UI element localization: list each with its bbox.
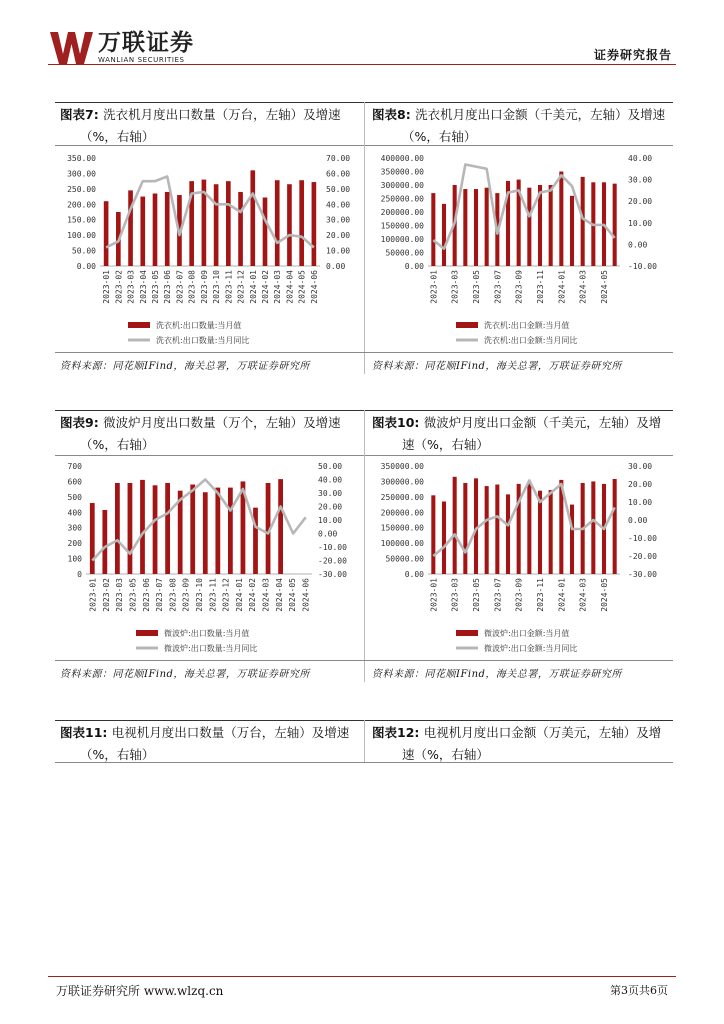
right-axis-tick-label: 20.00 [326, 231, 351, 241]
bar-2023-07 [165, 483, 170, 574]
x-axis-tick-label: 2024-05 [297, 270, 307, 304]
legend-bar-swatch [128, 322, 150, 328]
left-axis-tick-label: 100 [67, 554, 82, 564]
x-axis-tick-label: 2024-03 [261, 578, 271, 612]
bar-2024-02 [570, 196, 574, 266]
left-axis-tick-label: 400000.00 [380, 154, 424, 163]
figure-7-chart [60, 150, 360, 350]
x-axis-tick-label: 2024-04 [274, 578, 284, 612]
bar-2023-06 [165, 192, 170, 266]
figure-8-number: 图表8: [372, 107, 411, 122]
figure-8-source: 资料来源：同花顺IFind，海关总署，万联证券研究所 [372, 361, 622, 372]
left-axis-tick-label: 600 [67, 477, 82, 487]
right-axis-tick-label: 40.00 [318, 475, 343, 485]
bar-2024-03 [581, 177, 585, 266]
x-axis-tick-label: 2023-05 [472, 270, 481, 304]
left-axis-tick-label: 50.00 [71, 246, 96, 256]
left-axis-tick-label: 100000.00 [380, 235, 424, 244]
left-axis-tick-label: 0 [77, 570, 82, 579]
x-axis-tick-label: 2024-01 [557, 270, 567, 304]
logo-chinese-name: 万联证券 [98, 30, 194, 56]
figure-7-source: 资料来源：同花顺IFind，海关总署，万联证券研究所 [60, 361, 310, 372]
left-axis-tick-label: 50000.00 [385, 248, 424, 258]
x-axis-tick-label: 2023-11 [224, 270, 234, 304]
bar-2023-10 [527, 188, 531, 266]
figure-10-number: 图表10: [372, 415, 420, 430]
right-axis-tick-label: 50.00 [318, 462, 343, 471]
bar-2023-01 [90, 503, 95, 574]
right-axis-tick-label: 0.00 [628, 240, 648, 250]
bar-2023-06 [485, 486, 489, 574]
bar-2023-09 [190, 485, 195, 574]
right-axis-tick-label: -10.00 [628, 534, 657, 543]
right-axis-tick-label: -20.00 [628, 552, 657, 561]
legend-bar-swatch [136, 630, 158, 636]
right-axis-tick-label: -30.00 [318, 570, 347, 579]
legend-bar-label: 微波炉:出口金额:当月值 [484, 629, 570, 638]
right-axis-tick-label: 0.00 [326, 262, 346, 271]
x-axis-tick-label: 2023-07 [493, 270, 503, 304]
x-axis-tick-label: 2024-01 [234, 578, 244, 612]
bar-2023-01 [431, 495, 435, 574]
yoy-line [433, 480, 614, 556]
left-axis-tick-label: 0.00 [76, 262, 96, 271]
figure-9-title-text: 微波炉月度出口数量（万个，左轴）及增速 [103, 415, 341, 430]
bar-2023-08 [506, 494, 510, 574]
legend-line-label: 洗衣机:出口金额:当月同比 [484, 336, 578, 345]
left-axis-tick-label: 350000.00 [380, 167, 424, 177]
bar-2023-10 [214, 184, 219, 266]
x-axis-tick-label: 2023-09 [514, 270, 524, 304]
x-axis-tick-label: 2024-06 [301, 578, 311, 612]
figure-9-source: 资料来源：同花顺IFind，海关总署，万联证券研究所 [60, 669, 310, 680]
right-axis-tick-label: 0.00 [628, 516, 648, 525]
legend-bar-swatch [456, 630, 478, 636]
figure-10-title-text: 微波炉月度出口金额（千美元，左轴）及增 [423, 415, 662, 430]
left-axis-tick-label: 100000.00 [380, 539, 424, 549]
left-axis-tick-label: 700 [67, 462, 82, 471]
figure-11-number: 图表11: [60, 725, 108, 740]
figure-row-1-source-rule [55, 352, 673, 353]
right-axis-tick-label: -30.00 [628, 570, 657, 579]
right-axis-tick-label: 20.00 [628, 480, 653, 489]
x-axis-tick-label: 2023-11 [536, 578, 545, 612]
legend-line-label: 洗衣机:出口数量:当月同比 [156, 336, 250, 345]
left-axis-tick-label: 100.00 [67, 231, 96, 241]
x-axis-tick-label: 2024-03 [273, 270, 283, 304]
bar-2023-06 [153, 485, 158, 574]
bar-2024-05 [299, 180, 304, 266]
figure-row-1-separator [364, 102, 365, 374]
x-axis-tick-label: 2023-01 [429, 270, 439, 304]
figure-8-title-line2: （%，右轴） [402, 129, 477, 144]
bar-2023-04 [463, 189, 467, 266]
bar-2023-10 [203, 492, 208, 574]
left-axis-tick-label: 150000.00 [380, 221, 424, 231]
x-axis-tick-label: 2023-10 [212, 270, 222, 304]
x-axis-tick-label: 2024-03 [578, 578, 588, 612]
figure-12-number: 图表12: [372, 725, 420, 740]
logo-english-name: WANLIAN SECURITIES [98, 56, 185, 64]
legend-line-label: 微波炉:出口数量:当月同比 [164, 644, 258, 653]
x-axis-tick-label: 2024-01 [248, 270, 258, 304]
x-axis-tick-label: 2023-07 [155, 578, 165, 612]
bar-2024-04 [591, 481, 595, 574]
left-axis-tick-label: 0.00 [404, 570, 424, 579]
x-axis-tick-label: 2024-02 [248, 578, 258, 612]
bar-2024-03 [275, 180, 280, 266]
figure-11-title [60, 722, 360, 766]
right-axis-tick-label: -20.00 [318, 556, 347, 566]
x-axis-tick-label: 2024-05 [600, 578, 609, 612]
figure-9-title-line2: （%，右轴） [80, 437, 155, 452]
figure-8-chart [372, 150, 672, 350]
figure-10-source: 资料来源：同花顺IFind，海关总署，万联证券研究所 [372, 669, 622, 680]
x-axis-tick-label: 2023-01 [429, 578, 439, 612]
x-axis-tick-label: 2024-02 [261, 270, 270, 304]
figure-12-title-line2: 速（%，右轴） [402, 747, 489, 762]
right-axis-tick-label: 30.00 [628, 462, 653, 471]
figure-7-number: 图表7: [60, 107, 99, 122]
right-axis-tick-label: 30.00 [318, 489, 343, 498]
figure-row-3-separator [364, 720, 365, 762]
bar-2023-12 [238, 192, 243, 266]
figure-10-title [372, 412, 677, 456]
x-axis-tick-label: 2023-04 [138, 270, 148, 304]
bar-2023-04 [140, 197, 145, 266]
x-axis-tick-label: 2023-09 [514, 578, 524, 612]
x-axis-tick-label: 2023-09 [199, 270, 209, 304]
x-axis-tick-label: 2023-10 [195, 578, 204, 612]
bar-2024-06 [613, 479, 617, 574]
figure-row-2-separator [364, 410, 365, 682]
x-axis-tick-label: 2023-03 [450, 578, 460, 612]
x-axis-tick-label: 2024-05 [288, 578, 298, 612]
yoy-line [92, 480, 305, 561]
right-axis-tick-label: 40.00 [628, 154, 653, 163]
figure-12-title-text: 电视机月度出口金额（万美元，左轴）及增 [423, 725, 662, 740]
x-axis-tick-label: 2024-01 [557, 578, 567, 612]
figure-7-title-text: 洗衣机月度出口数量（万台，左轴）及增速 [103, 107, 341, 122]
x-axis-tick-label: 2024-05 [600, 270, 609, 304]
right-axis-tick-label: 20.00 [318, 502, 343, 512]
brand-logo [48, 30, 198, 66]
c10-svg [372, 458, 672, 658]
x-axis-tick-label: 2023-07 [493, 578, 503, 612]
bar-2023-12 [228, 488, 233, 574]
figure-8-title-text: 洗衣机月度出口金额（千美元，左轴）及增速 [415, 107, 666, 122]
x-axis-tick-label: 2023-05 [472, 578, 481, 612]
left-axis-tick-label: 200000.00 [380, 208, 424, 217]
x-axis-tick-label: 2023-03 [450, 270, 460, 304]
right-axis-tick-label: 60.00 [326, 169, 351, 179]
bar-2023-02 [442, 204, 446, 266]
bar-2023-04 [463, 483, 467, 574]
bar-2024-02 [570, 505, 574, 574]
x-axis-tick-label: 2023-06 [141, 578, 151, 612]
left-axis-tick-label: 50000.00 [385, 554, 424, 564]
left-axis-tick-label: 300 [67, 523, 82, 533]
bar-2023-11 [215, 488, 220, 574]
bar-2024-04 [278, 479, 283, 574]
bar-2023-11 [226, 181, 231, 266]
bar-2023-02 [102, 510, 107, 574]
bar-2023-03 [128, 190, 133, 266]
left-axis-tick-label: 300.00 [67, 169, 96, 179]
x-axis-tick-label: 2024-06 [309, 270, 319, 304]
x-axis-tick-label: 2023-08 [187, 270, 197, 304]
x-axis-tick-label: 2023-03 [126, 270, 136, 304]
bar-2024-01 [250, 170, 255, 266]
x-axis-tick-label: 2023-06 [163, 270, 173, 304]
left-axis-tick-label: 200.00 [67, 200, 96, 210]
c8-svg [372, 150, 672, 350]
right-axis-tick-label: 0.00 [318, 529, 338, 539]
figure-11-title-line2: （%，右轴） [80, 747, 155, 762]
c9-svg [60, 458, 360, 658]
bar-2024-06 [613, 184, 617, 266]
figure-9-chart [60, 458, 360, 658]
x-axis-tick-label: 2023-08 [168, 578, 178, 612]
x-axis-tick-label: 2023-12 [221, 578, 231, 612]
bar-2024-01 [559, 172, 563, 267]
bar-2023-05 [140, 480, 145, 574]
right-axis-tick-label: 10.00 [628, 498, 653, 507]
bar-2023-02 [442, 501, 446, 574]
bar-2023-06 [485, 188, 489, 266]
figure-9-title [60, 412, 360, 456]
bar-2023-04 [128, 483, 133, 574]
bar-2023-07 [495, 485, 499, 574]
bar-2024-02 [263, 197, 268, 266]
left-axis-tick-label: 150000.00 [380, 523, 424, 533]
figure-9-number: 图表9: [60, 415, 99, 430]
x-axis-tick-label: 2023-02 [101, 578, 111, 612]
figure-7-title [60, 104, 360, 148]
figure-10-chart [372, 458, 672, 658]
bar-2024-04 [287, 184, 292, 266]
left-axis-tick-label: 250000.00 [380, 492, 424, 502]
figure-row-2-source-rule [55, 660, 673, 661]
bar-2023-03 [115, 483, 120, 574]
figure-8-title [372, 104, 677, 148]
bar-2024-06 [312, 182, 317, 266]
legend-bar-label: 洗衣机:出口金额:当月值 [484, 321, 570, 330]
left-axis-tick-label: 350000.00 [380, 462, 424, 471]
figure-10-title-line2: 速（%，右轴） [402, 437, 489, 452]
footer-divider [48, 976, 676, 977]
bar-2023-01 [104, 201, 109, 266]
x-axis-tick-label: 2023-05 [151, 270, 160, 304]
left-axis-tick-label: 500 [67, 492, 82, 502]
right-axis-tick-label: 30.00 [326, 215, 351, 225]
left-axis-tick-label: 300000.00 [380, 477, 424, 487]
left-axis-tick-label: 200 [67, 539, 82, 549]
legend-line-label: 微波炉:出口金额:当月同比 [484, 644, 578, 653]
wanlian-logo-icon [48, 30, 96, 66]
left-axis-tick-label: 300000.00 [380, 181, 424, 190]
right-axis-tick-label: 10.00 [318, 516, 343, 525]
bar-2023-03 [453, 477, 457, 574]
x-axis-tick-label: 2023-01 [88, 578, 98, 612]
bar-2023-05 [153, 193, 158, 266]
bar-2023-12 [549, 185, 553, 266]
left-axis-tick-label: 200000.00 [380, 508, 424, 518]
x-axis-tick-label: 2023-02 [114, 270, 124, 304]
legend-bar-label: 洗衣机:出口数量:当月值 [156, 321, 242, 330]
right-axis-tick-label: -10.00 [628, 262, 657, 271]
x-axis-tick-label: 2023-07 [175, 270, 185, 304]
figure-7-title-line2: （%，右轴） [80, 129, 155, 144]
legend-bar-label: 微波炉:出口数量:当月值 [164, 629, 250, 638]
x-axis-tick-label: 2023-12 [236, 270, 246, 304]
right-axis-tick-label: 40.00 [326, 200, 351, 210]
header-divider [48, 64, 676, 65]
right-axis-tick-label: 10.00 [628, 218, 653, 228]
bar-2023-10 [527, 482, 531, 574]
right-axis-tick-label: -10.00 [318, 543, 347, 552]
x-axis-tick-label: 2023-11 [536, 270, 545, 304]
left-axis-tick-label: 250.00 [67, 184, 96, 194]
bar-2023-01 [431, 193, 435, 266]
right-axis-tick-label: 70.00 [326, 154, 351, 163]
x-axis-tick-label: 2024-04 [285, 270, 295, 304]
x-axis-tick-label: 2024-03 [578, 270, 588, 304]
yoy-line [433, 164, 614, 248]
x-axis-tick-label: 2023-11 [208, 578, 218, 612]
left-axis-tick-label: 250000.00 [380, 194, 424, 204]
page-number: 第3页共6页 [610, 984, 668, 997]
report-type-label: 证券研究报告 [593, 48, 672, 62]
right-axis-tick-label: 20.00 [628, 197, 653, 207]
yoy-line [106, 177, 314, 248]
x-axis-tick-label: 2023-05 [128, 578, 138, 612]
right-axis-tick-label: 10.00 [326, 246, 351, 256]
figure-12-title [372, 722, 677, 766]
figure-11-title-text: 电视机月度出口数量（万台，左轴）及增速 [111, 725, 350, 740]
left-axis-tick-label: 150.00 [67, 215, 96, 225]
footer-website: 万联证券研究所 www.wlzq.cn [56, 984, 224, 998]
figure-row-3-title-rule [55, 762, 673, 763]
left-axis-tick-label: 400 [67, 508, 82, 518]
c7-svg [60, 150, 360, 350]
left-axis-tick-label: 0.00 [404, 262, 424, 271]
left-axis-tick-label: 350.00 [67, 154, 96, 163]
x-axis-tick-label: 2023-01 [102, 270, 112, 304]
legend-bar-swatch [456, 322, 478, 328]
x-axis-tick-label: 2023-03 [115, 578, 125, 612]
right-axis-tick-label: 30.00 [628, 175, 653, 185]
bar-2023-12 [549, 490, 553, 574]
bar-2023-05 [474, 189, 478, 266]
right-axis-tick-label: 50.00 [326, 184, 351, 194]
x-axis-tick-label: 2023-09 [181, 578, 191, 612]
